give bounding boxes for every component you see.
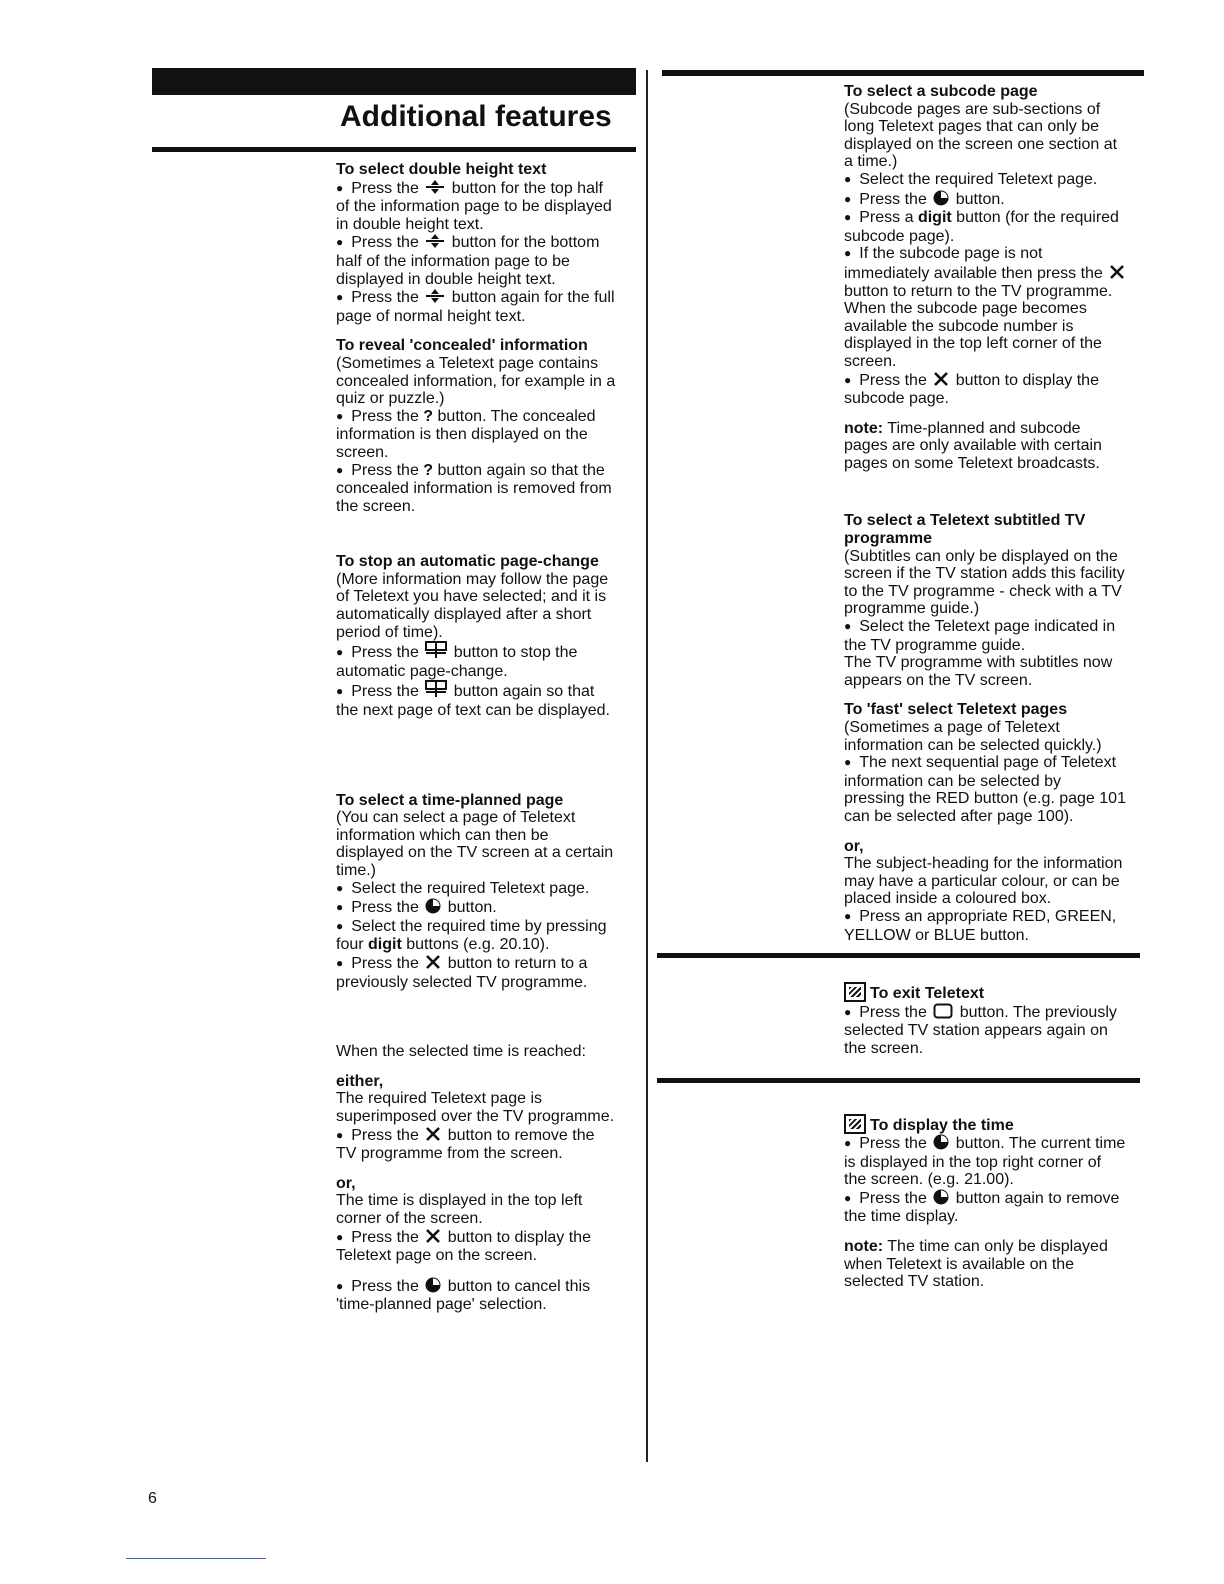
text-line: superimposed over the TV programme. [336, 1107, 615, 1125]
text-line: button to cancel this [447, 1277, 591, 1295]
text-line: subcode page). [844, 227, 955, 245]
x-icon [425, 1228, 441, 1244]
text-line: Press the [859, 371, 927, 389]
text-line: button to stop the [453, 644, 578, 662]
text-line: Select the required time by pressing [351, 917, 607, 935]
text-line: Time-planned and subcode [887, 419, 1081, 437]
text-line: or, [336, 1174, 356, 1192]
text-line: button again so that the [437, 461, 605, 479]
double-height-icon [425, 288, 445, 304]
text-line: the TV programme guide. [844, 636, 1026, 654]
text-line: four [336, 936, 364, 954]
text-line: pages are only available with certain [844, 437, 1102, 455]
text-line: corner of the screen. [336, 1209, 483, 1227]
text-line: automatically displayed after a short [336, 606, 592, 624]
text-line: The next sequential page of Teletext [859, 754, 1117, 772]
text-line: available the subcode number is [844, 317, 1074, 335]
section-heading: To display the time [870, 1116, 1014, 1134]
text-line: information is then displayed on the [336, 426, 588, 444]
text-line: The time is displayed in the top left [336, 1192, 583, 1210]
text-line: the screen. [844, 1039, 924, 1057]
text-line: Press the [351, 644, 419, 662]
text-line: displayed on the TV screen at a certain [336, 844, 614, 862]
text-line: YELLOW or BLUE button. [844, 926, 1029, 944]
text-line: concealed information, for example in a [336, 372, 616, 390]
text-line: displayed in the top left corner of the [844, 335, 1102, 353]
clock-icon [933, 1189, 949, 1205]
text-line: button to return to a [447, 954, 588, 972]
text-line: Press the [351, 234, 419, 252]
text-line: the next page of text can be displayed. [336, 702, 610, 720]
text-line: 'time-planned page' selection. [336, 1296, 547, 1314]
text-line: period of time). [336, 623, 443, 641]
text-line: button to remove the [447, 1126, 595, 1144]
text-line: The required Teletext page is [336, 1090, 543, 1108]
text-line: may have a particular colour, or can be [844, 872, 1120, 890]
section-stop-page-change [336, 553, 636, 719]
text-line: Press the [351, 1228, 419, 1246]
text-line: selected TV station. [844, 1273, 985, 1291]
text-line: quiz or puzzle.) [336, 390, 445, 408]
text-line: Press the [351, 289, 419, 307]
text-line: information which can then be [336, 826, 549, 844]
text-line: information can be selected quickly.) [844, 736, 1102, 754]
text-line: pressing the RED button (e.g. page 101 [844, 790, 1126, 808]
clock-icon [933, 1134, 949, 1150]
section-reveal [336, 337, 636, 515]
text-line: pages on some Teletext broadcasts. [844, 454, 1100, 472]
text-line: Press the [859, 190, 927, 208]
left-column [336, 161, 636, 1314]
right-column [844, 83, 1144, 1291]
note-label: note: [844, 419, 884, 437]
clock-icon [933, 190, 949, 206]
text-line: (You can select a page of Teletext [336, 809, 576, 827]
text-line: Press the [351, 1277, 419, 1295]
text-line: subcode page. [844, 390, 949, 408]
text-line: button again for the full [451, 289, 615, 307]
text-line: selected TV station appears again on [844, 1022, 1108, 1040]
text-line: can be selected after page 100). [844, 807, 1074, 825]
text-line: the screen. [336, 497, 416, 515]
section-heading: To select a time-planned page [336, 791, 564, 809]
x-icon [933, 371, 949, 387]
text-line: button. The concealed [437, 407, 596, 425]
question-mark-icon: ? [423, 461, 434, 479]
text-line: Press the [351, 179, 419, 197]
text-line: (Sometimes a Teletext page contains [336, 354, 599, 372]
title-rule [152, 147, 636, 152]
text-line: Press the [351, 1126, 419, 1144]
text-line: (Subtitles can only be displayed on the [844, 547, 1118, 565]
text-line: button to return to the TV programme. [844, 282, 1113, 300]
section-double-height [336, 161, 636, 325]
section-subcode [844, 83, 1144, 408]
tv-screen-icon [933, 1003, 953, 1019]
page-number: 6 [148, 1490, 157, 1507]
text-line: Press the [859, 1135, 927, 1153]
text-line: button (for the required [956, 209, 1119, 227]
section-heading: To 'fast' select Teletext pages [844, 701, 1068, 719]
text-line: screen. [336, 443, 389, 461]
clock-icon [425, 1277, 441, 1293]
text-line: button. The previously [959, 1003, 1117, 1021]
teletext-icon [844, 1114, 866, 1134]
section-subtitled [844, 512, 1144, 689]
double-height-icon [425, 233, 445, 249]
text-line: long Teletext pages that can only be [844, 118, 1099, 136]
hold-page-icon [425, 680, 447, 698]
x-icon [1109, 264, 1125, 280]
page-title: Additional features [340, 100, 612, 133]
text-line: either, [336, 1072, 384, 1090]
section-note-2 [844, 1238, 1144, 1291]
text-line: time.) [336, 862, 376, 879]
text-line: The time can only be displayed [887, 1238, 1108, 1256]
text-line: displayed on the screen one section at [844, 135, 1118, 153]
hold-page-icon [425, 641, 447, 659]
text-line: Press the [859, 1003, 927, 1021]
header-bar [152, 68, 636, 95]
text-line: information can be selected by [844, 772, 1062, 790]
text-line: Press a [859, 209, 914, 227]
section-heading: programme [844, 530, 933, 548]
section-display-time [844, 1114, 1144, 1227]
section-exit [844, 982, 1144, 1057]
text-line: Select the Teletext page indicated in [859, 618, 1116, 636]
text-line: When the subcode page becomes [844, 300, 1087, 318]
text-line: The subject-heading for the information [844, 855, 1123, 873]
text-line: the screen. (e.g. 21.00). [844, 1171, 1014, 1189]
text-line: or, [844, 837, 864, 855]
text-line: Teletext page on the screen. [336, 1247, 538, 1265]
note-label: note: [844, 1238, 884, 1256]
section-heading: To stop an automatic page-change [336, 553, 599, 571]
text-line: If the subcode page is not [859, 245, 1043, 263]
section-note-1 [844, 420, 1144, 473]
text-line: When the selected time is reached: [336, 1043, 586, 1061]
text-line: Select the required Teletext page. [351, 879, 590, 897]
text-line: automatic page-change. [336, 662, 508, 680]
x-icon [425, 954, 441, 970]
text-line: half of the information page to be [336, 252, 570, 270]
text-line: in double height text. [336, 215, 484, 233]
text-line: immediately available then press the [844, 264, 1103, 282]
text-line: button again so that [453, 683, 595, 701]
text-line: placed inside a coloured box. [844, 890, 1052, 908]
text-line: (More information may follow the page [336, 570, 609, 588]
text-line: digit [917, 209, 952, 227]
text-line: button to display the [447, 1228, 591, 1246]
text-line: displayed in double height text. [336, 270, 556, 288]
text-line: button again to remove [955, 1189, 1120, 1207]
text-line: digit [368, 936, 402, 954]
double-height-icon [425, 179, 445, 195]
teletext-icon [844, 982, 866, 1002]
text-line: button. [955, 190, 1005, 208]
section-heading: To exit Teletext [870, 985, 985, 1003]
text-line: button to display the [955, 371, 1099, 389]
text-line: the time display. [844, 1208, 959, 1226]
question-mark-icon: ? [423, 407, 434, 425]
text-line: previously selected TV programme. [336, 973, 588, 991]
text-line: screen if the TV station adds this facility [844, 565, 1125, 583]
text-line: Press the [351, 407, 419, 425]
text-line: Press the [351, 899, 419, 917]
text-line: concealed information is removed from [336, 480, 612, 498]
text-line: of the information page to be displayed [336, 198, 612, 216]
section-heading: To select double height text [336, 161, 547, 178]
text-line: when Teletext is available on the [844, 1255, 1075, 1273]
column-divider [646, 70, 648, 1462]
footer-line [126, 1558, 266, 1559]
text-line: The TV programme with subtitles now [844, 654, 1113, 672]
text-line: Press the [859, 1189, 927, 1207]
text-line: appears on the TV screen. [844, 671, 1033, 689]
right-header-rule [662, 70, 1144, 76]
text-line: Press the [351, 954, 419, 972]
section-when-reached [336, 1043, 636, 1314]
text-line: buttons (e.g. 20.10). [406, 936, 550, 954]
text-line: screen. [844, 352, 897, 370]
text-line: TV programme from the screen. [336, 1145, 563, 1163]
section-heading: To reveal 'concealed' information [336, 337, 588, 355]
text-line: Press the [351, 683, 419, 701]
section-heading: To select a Teletext subtitled TV [844, 512, 1086, 530]
section-heading: To select a subcode page [844, 83, 1038, 100]
text-line: Select the required Teletext page. [859, 170, 1098, 188]
section-fast-select [844, 701, 1144, 944]
text-line: of Teletext you have selected; and it is [336, 588, 607, 606]
text-line: programme guide.) [844, 600, 980, 618]
text-line: page of normal height text. [336, 307, 526, 325]
text-line: button for the top half [451, 179, 603, 197]
text-line: Press an appropriate RED, GREEN, [859, 907, 1117, 925]
text-line: to the TV programme - check with a TV [844, 582, 1122, 600]
text-line: is displayed in the top right corner of [844, 1153, 1102, 1171]
text-line: a time.) [844, 153, 898, 171]
section-time-planned [336, 792, 636, 992]
text-line: Press the [351, 461, 419, 479]
text-line: button. [447, 899, 497, 917]
x-icon [425, 1126, 441, 1142]
text-line: (Sometimes a page of Teletext [844, 719, 1060, 736]
text-line: button for the bottom [451, 234, 600, 252]
text-line: button. The current time [955, 1135, 1126, 1153]
clock-icon [425, 898, 441, 914]
text-line: (Subcode pages are sub-sections of [844, 100, 1101, 118]
